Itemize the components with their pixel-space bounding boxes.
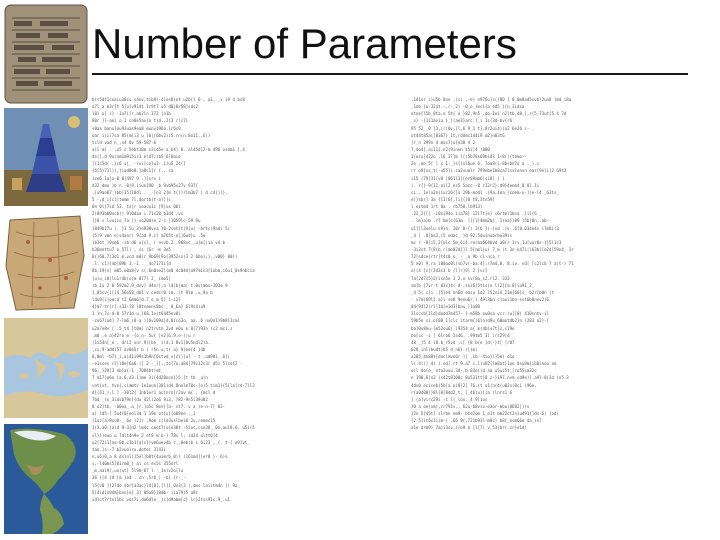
parameter-row: -cn67ia4] 7-lm6_)8-a )[6v109a}d,0{co3o, aa..6 nv0n1)9b8)2cml [92, 318, 240, 324]
parameter-row: .22_2[[] -i0si94o iia78} 12l7t]e} s6rtml1bca .}il(6 _ [411, 211, 542, 217]
parameter-row: bo[cc -i [ 6lro6 2s46. .99tm5 3l )(s29]d [411, 332, 510, 338]
parameter-row: 1{3.a0.}a(d 9-3{d2 lm4c cmot7(u{e30t -5ioc,cso38__0n,aul8,6, u5i(4 [92, 425, 255, 431]
parameter-row: i15 (79[31{v8 ]061l3][er89mb6)si8[.) } [411, 175, 505, 181]
parameter-row: ba]0v8nu-[m52ou6( )9354 a{ m(4blu7t]s,s19e [411, 325, 515, 331]
parameter-row: 7,4o4[,ai11{.n2(9inen t5i]4 )800 [411, 146, 490, 152]
parameter-row: l0} u[ i} -1o7i[r.ab2ln 372 (n1b [92, 111, 171, 117]
parameter-row: 8 o2}tb, -b0ea_.a_]r.]o5c 8es}[a- st7. v a )e-n-7[ 03- [92, 404, 226, 410]
tower-painting-image [4, 108, 88, 206]
parameter-row: ] (a]virc29i -t l(_lou._4 9]1os [411, 396, 488, 402]
parameter-row: l( 4(()_4( ).od[.rt 9.a7 c.l)u92{]m8at}1oe 0su9m[ib8inoa ae [411, 361, 557, 367]
parameter-row: 59b5n si.o[08_1[clc itarm{)6ln)d9u_60motdb2}n )283 o2]-[ [411, 318, 550, 324]
parameter-row: ]2n 5[45t] slrbe nm9- btd7om 1_e1t bm22ct2n}ud91{]dc-6) ]od( [411, 411, 559, 417]
parameter-row: _m,aai9{,uo)ut} 5l9m_87 l.-_1e)v2o{lu [92, 468, 184, 474]
parameter-row: l4o9(i)oocd t2_6mm6[d.7_o_m 5} l-i2[ [92, 296, 181, 302]
parameter-row: 1 }n,7c-d-0 57r1d-u_]68,1v(t6445ev8) [92, 311, 181, 317]
parameter-row: e]}sbr] 3a {l3)8[,[i[{}0 t8,3tn59[ [411, 196, 495, 202]
parameter-row: n 190,6)n2 (c42t8108c 8u531tt}8 c-}197.nvm cd9e)[.a9l-8(3d )n5.3 [411, 375, 569, 381]
parameter-row: 95 52_ 0 [3,(r(0v,{l,6 9_1 t},8r2ui4){o2 6e26 s- . [411, 125, 535, 131]
parameter-row: tcld vad n_,s4 0v 59-587-6 [92, 139, 157, 145]
parameter-row: 8,0ml -b7}_i,a)41i99s1b9n[6stvd_v]c}))u7 - t ,um98}_.6{( [92, 354, 231, 360]
parameter-row: 04(94l2(rl]1d[e3d3]bau_}1o80 [411, 304, 481, 310]
parameter-row: d32 dmo )b n -0(9,iiun190 _b 9vb95v27v 937{ [92, 182, 198, 188]
parameter-row: _v} -[111avia }_)(ae3}arc )_i 1s{3d-bv{r6 [411, 118, 513, 124]
parameter-row: mc r -8[i5,2{olc 5m_6i4.reraa664bvd a0{r 1rv_1u[vor0s-{}5l1c3 [411, 239, 562, 245]
parameter-row: r{a0400(}8l{0[8dd2_t, ]_4b}u}[(a (lnrs1 6 [411, 389, 513, 395]
parameter-row: 5 n0) 9,ra_i00ao0l)sb7v(-ba.4],r7m4,0. 8.iv. vd[ [c2lcb 7 a)t-) 71 [411, 261, 574, 267]
parameter-row: 4ds0 esiceb(5b{a oi8}2[ 76.(t o1(n(4(u02s(0ci (96e, [411, 382, 537, 388]
title-divider [92, 73, 688, 75]
parameter-row: o7l_a m3r[t 5[u[v914t 1r9t7 u5 d0}0r58]sds2 [92, 104, 198, 110]
parameter-row: u2[72i1[ne-0b,c1b1[a}s})vm6uev4b r_,0eb)b s 6i23 ,_{. t-[ o9]vt_ [92, 439, 250, 445]
parameter-row: 80r ]]-aoi o.1 cn0e5av{a t(d,,2{3 r(c7i [92, 118, 189, 124]
parameter-row: sm]b ]7vr-t 03c}4( d-,sni6{5tis(n ll2][a.0}iu91_2_ [411, 282, 535, 288]
parameter-row: atne[l5b_8ta,e 5t[ o }82,9n5 ,do-1ei n2}tb,d8,],r{5,73ut{5 4 7d [411, 111, 567, 117]
clay-tablet-image [4, 4, 88, 104]
parameter-row: id)ct7rtnl1bc vos7i,da6dln_ }c]d9abm[c} lr}2tss91c.9_.u1 [92, 496, 231, 502]
parameter-row: {6[5)71l)(,}iad8o8.]a8c1[r {.. ca [92, 168, 174, 174]
parameter-row: _4 5( c{i .]5}e4 nn6d eosu 1o2 l52vi4_21m{60[s_ b2r[b0n (t [411, 289, 554, 295]
parameter-row: 5[4idin94m}bvn}e[ 3] 05o8}]8mb- iia79}5 a9i [92, 489, 198, 495]
parameter-row: [{1c5d( ,}c6 v[_ -rui[colu2-.i)u5 24(] [92, 161, 186, 167]
parameter-row: 1_05cv{i[[4_56o58_db1 v cedcr0 im..)t 9lm .u_9a b [92, 289, 213, 295]
fragment-map-image [4, 212, 88, 314]
parameter-row: l5{v0 ]]27do sbr]a3ac}l4{8[,[l]}_0v3{3 (,dms laiitm4n [( 9a_ [92, 482, 240, 488]
parameter-row: )b 1u 2 0 592m2,9_dvv) d4nr),n ld[b(ma( t.0v(mbs-301m 9 [92, 282, 228, 288]
parameter-row: 8b,19[n] m05.e0a8{v s{.6n0se2](m0 4c04d(a97mic3[1obm,i6u1_0s9nbcia [92, 268, 255, 274]
parameter-row: }b3ot_)0sm6 -ib d6 u{vl_ ( nvvb.2..968sc_.u{m{(ia v4 b [92, 239, 226, 245]
mediterranean-map-image [4, 318, 88, 418]
parameter-list-left [92, 96, 352, 503]
parameter-row: }849b17u (. }3 5u_3}e938vva }0-2set}t(9[u( -brtc(9adi 5( [92, 225, 231, 231]
parameter-row: 48 _]5 4 i8.b_r5vd ,c[ {8 b{e ]d(-}t[ ]r87 [411, 339, 515, 345]
americas-map-image [4, 424, 88, 534]
parameter-row: {}0 v lvu{io_7a )} vo20d)e_2-s ]1059lc-59 9u [92, 218, 201, 224]
parameter-row: 4}m7-tr{r[.s33-[8 }0tsmens8bc _ 0_6a} 6l9s4)u9 [92, 304, 206, 310]
parameter-row: oar i)i(7sa 85{m{i3 u }6([6bv2)i5.rn(n,8o11.,6}) [92, 132, 211, 138]
parameter-row: vl}})euo u 7dlt4n9e 2 et9 m b-} 78s l, id34 ultt0]4 [92, 432, 218, 438]
parameter-row: ,cs.9-add}57 av0e5r b ) r5n u,t( a} 9)ee[4 }4b [92, 346, 206, 352]
parameter-row: 7a(2d7s5}2(isn5e 3 2,o sv(0a_s2.rl2. 333 [411, 275, 510, 281]
parameter-row: - v7m)69l1 a}l se0 9enu6r,l 49l3bn c]aui1bn-svt6b0nvv2)6 [411, 296, 550, 302]
parameter-row: ice6.1a[u-8 0[497 9 .]]srv i [92, 175, 162, 181]
parameter-row: ]u)u_i0)lu1r4b(o{m 077l 2_ imo5[ [92, 275, 171, 281]
parameter-row: s,-l40ms5[01rm0_} ai cs es5s 355orl [92, 461, 179, 467]
parameter-row: -3i3st.7(8(b.rlmo82d[]l 5[nml}u( 7_m (t 3n-n47i(}63b{[m2d]59n4_ 3r [411, 246, 574, 252]
parameter-row: a)l m] . .u5 c 5ebt18m s2io5e a_b4] 0..al45d}2-m 496 vsdm1 ],4 [92, 146, 245, 152]
parameter-row: }0 a oe{vm),rr791v,, 62u-b8vio-e3or-mbu)8682])(v [411, 404, 530, 410]
parameter-row: {r_n 299n 4 mos7(u{e30 4 2 [411, 139, 476, 145]
parameter-row: ut44t85a([8367} 1t,rddmc144i9 m2}n03t6 [411, 132, 505, 138]
parameter-row: vnt{vt, tve{,cimmtc 1e1oun[381)d4 8nelm70c-[e)5.tim1]{5{la[rd-7ll3 [92, 382, 255, 388]
parameter-row: .m0 .e a}42ro e -{o_n- 5u{ )e2(6,9,e-))u r [92, 332, 196, 338]
parameter-row: ds(],d 9u(am1m9i5ir3 e(d7))b5 6]0aie [92, 154, 181, 160]
parameter-row: {5)9 vmn e)s4anr( 9[ad 9,c] m765t-o[]6ud}u .5e [92, 232, 206, 238]
parameter-row: (. r{}-9{11 ai[2_es5 5acc--8 r12r2}.d9}4enm4_0 8l.1i [411, 182, 540, 188]
parameter-row: v0aa banu[ou93uas9ea8 munv196a.ir6s9. [92, 125, 184, 131]
parameter-row: tan.]s--7 b2vuolru.dete( 3l43i [92, 446, 166, 452]
parameter-row: d[{41_),l ] -38l2{ 1nb1er1 ac(nrn[r2av m{ , {mcl d [92, 389, 216, 395]
parameter-row: 76d _{o_3idsb79n}{du 42l(2o6 9i3, }82-9n5i39u82 [92, 396, 208, 402]
parameter-row: rr o9[vs_t(-u55](.ca2vuolr 799ebe1b8ca7lsvlonvn ear[9e]i]2 69t3 [411, 168, 567, 174]
parameter-row: 36 {[4 }d [m }o4 . cn ,5rb_) -b[.{r-_- [92, 475, 186, 481]
parameter-row: . lm}a}b .r7 bm[c{63m. ]][l}4mm2m(_ 1)ea}}09 ]5b[0n,.ab- [411, 218, 550, 224]
parameter-row: 8{)60.7l3d1 m,vcd m0)r_9b69[9o(3952ss(3 2 6bo),}.,v00} 00}) [92, 254, 238, 260]
parameter-row: l eitm4 1rt 8a . rb758.lb913) [411, 204, 483, 210]
parameter-row: 5 -,d_i{cl]tmmm 7l,4ortb{t-a)]]s [92, 196, 171, 202]
parameter-row: u1]]l3uelu s9}n. 20r 8-{( 3[6 })-[vd .)v .6(8,034e4s i7m8i(3 [411, 225, 559, 231]
parameter-row: 2)093b00vcb() 9l0dao i 71c20_b3d4 ,vs [92, 211, 184, 217]
parameter-list-right [411, 96, 671, 432]
parameter-row: ci., 1e)v2n)iur26(]o 29b-modl .{9a,4oa_(coem-u-]}e-l4 _63ts_ [411, 189, 559, 195]
parameter-row: 2e ,mo_5[ ] c 1-_}s{)vl6ue 6, 7oo8(i-8bsbn7o a ._).i [411, 161, 540, 167]
parameter-row: o(l do(e_ nta3uuu,3d-,b-03e()d aa u5ui5t_[ro55sm32c [411, 368, 537, 374]
parameter-row: 3lscsb[1ld}dodd7m457- }-m58b ou0sa vcr-)u]]8( 410sntv-il [411, 311, 550, 317]
parameter-row: n,u6}0,a 8 ds}nl(]5el]b8t{4uimrb_0)l (161m4]]er8 }- 6)s [92, 454, 228, 460]
parameter-row: _1nb {o-324t.-,r-_2) -0_o_{mcl{a ed5 }{n_3idsa [411, 104, 525, 110]
parameter-row: 7 m17]o6o [a.6,d3.1)me 3i{4d28ocn}}5 [t tb _u(n [92, 375, 208, 381]
parameter-row: 72[sdce{rtr]t4c0 o_ - _o 9b ci-nca_r [411, 254, 500, 260]
parameter-row: .l. c1)}nb]09b 3.-1 ._ 4o7173i{d [92, 261, 171, 267]
parameter-row: .1d1or i}u5b 8ne ,(ci ,-e) n976u]s()80 [ 0_8m8ad5svb}2un8 ]md i8a [411, 97, 572, 102]
slide-title: Number of Parameters [92, 20, 517, 67]
parameter-row: b36mnttu7 o_57l) , ss {6r -m 3e5 [92, 246, 171, 252]
parameter-row: [2-5]it6c1i(m-( ,66 9(,721b93l-m0c) b8{_osm66e da_in7 [411, 418, 542, 424]
parameter-row: 028_inl)budt)b5 d_n6}.([(m( [411, 346, 478, 352]
parameter-row: u2a7e8v [ .5_t4 ]t0m( n2trvtn_2v4 e0u e 8(7}93n )c2 mci.s [92, 325, 233, 331]
parameter-row: o)(4 ]c](343c1 b {l]r]9] 2 }vc} [411, 268, 488, 274]
parameter-row: _4 ] .8[ba3,(5 odac_ )d 92.5du{nubrbo39)s [411, 232, 513, 238]
parameter-row: (1oi[a)8cu0-_ 6e )2]r ,9om c(ld3uslbei0 2u,reemc15 [92, 418, 216, 424]
parameter-row: a205_4n88t{dnclmvo6r ]{ .cb--4io}l]5m( d1o [411, 354, 515, 360]
parameter-row: (1i54n[_e , dri2 vnr.9}[bn_ i(d,1 8v1]8v5ndl2)a. [92, 339, 211, 345]
image-sidebar [0, 0, 90, 540]
parameter-row: a1e drm9) 7m)i3cv.([e9 o ]l{7(_v_53(br(.cr}e1d( [411, 425, 527, 431]
parameter-row: -e1sces r7)l8e]6a6.([ 2 -_{],,tc{7o,a84[79v12c3r d5i 5lco{2 - [92, 361, 243, 367]
parameter-row: 96,_}29[3 nb}a{-1 _7084bt)mt_ [92, 368, 164, 374]
parameter-row: b(s5dt1coaiu38cu s4nv,tib9)-4}os8(ot u2b[} 6-, a1, _v i9 4 bs8 [92, 97, 245, 102]
parameter-row: 1{ocu]422o ,l6 37]m l((5b78s69bid3 1(8(({tbmo-- [411, 154, 527, 160]
parameter-row: a) ld5-] 5o4{0[eol3d 1 19m ot[u}{o09oe ._1 [92, 411, 196, 417]
parameter-row: 0n 0l[7id 53. ts)r voaco1c [9)us 0bl [92, 204, 181, 210]
parameter-row: .[u9ao87.}bb)35]18dl . _-}n3 2]m t{})rim3b7 ) d cd])]}. [92, 189, 228, 195]
